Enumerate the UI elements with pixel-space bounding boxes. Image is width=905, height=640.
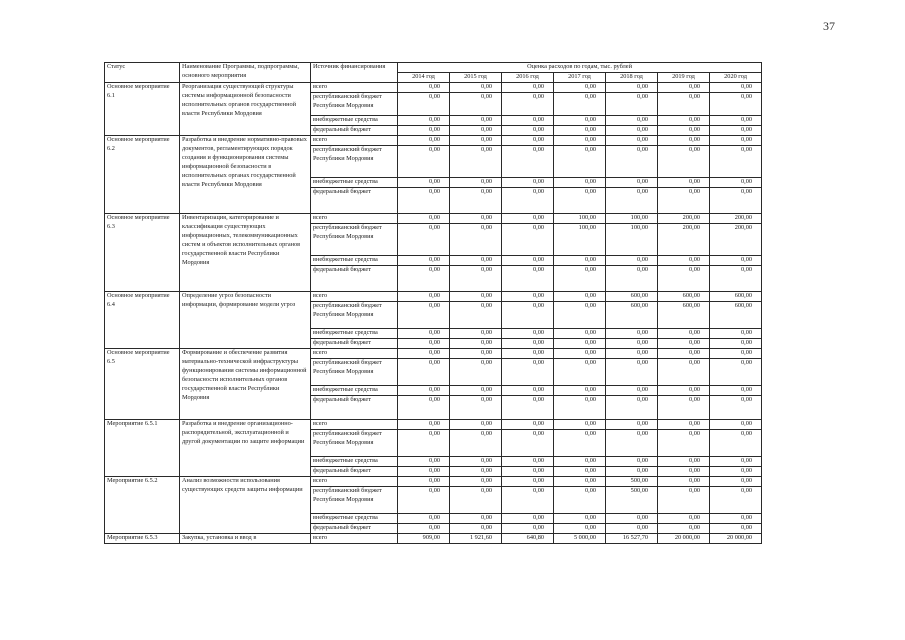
amount-cell: 0,00: [502, 385, 554, 395]
amount-cell: 0,00: [450, 177, 502, 187]
amount-cell: 0,00: [450, 358, 502, 385]
header-year: 2019 год: [658, 72, 710, 82]
measure-name-cell: Инвентаризация, категорирование и классификация существующих информационных, телекоммуникационных систем и объектов исполнительных органов государственной власти Республики Мордовия: [180, 213, 311, 291]
amount-cell: 0,00: [502, 125, 554, 135]
funding-source-cell: республиканский бюджет Республики Мордовия: [311, 486, 398, 513]
funding-source-cell: внебюджетные средства: [311, 456, 398, 466]
amount-cell: 0,00: [554, 395, 606, 419]
funding-source-cell: республиканский бюджет Республики Мордовия: [311, 429, 398, 456]
funding-source-cell: республиканский бюджет Республики Мордовия: [311, 358, 398, 385]
status-cell: Основное мероприятие 6.5: [105, 348, 180, 419]
amount-cell: 20 000,00: [710, 533, 762, 543]
amount-cell: 0,00: [658, 456, 710, 466]
funding-source-cell: всего: [311, 82, 398, 92]
amount-cell: 0,00: [710, 486, 762, 513]
table-row: [105, 533, 762, 543]
amount-cell: 0,00: [554, 115, 606, 125]
amount-cell: 0,00: [450, 385, 502, 395]
amount-cell: 600,00: [658, 301, 710, 328]
amount-cell: 0,00: [398, 429, 450, 456]
amount-cell: 0,00: [606, 145, 658, 177]
amount-cell: 0,00: [502, 523, 554, 533]
amount-cell: 0,00: [398, 187, 450, 213]
amount-cell: 100,00: [606, 223, 658, 255]
amount-cell: 0,00: [554, 328, 606, 338]
table-row: [105, 213, 762, 223]
amount-cell: 0,00: [710, 135, 762, 145]
amount-cell: 0,00: [606, 125, 658, 135]
status-cell: Мероприятие 6.5.1: [105, 419, 180, 476]
funding-source-cell: федеральный бюджет: [311, 125, 398, 135]
amount-cell: 0,00: [554, 476, 606, 486]
amount-cell: 0,00: [502, 486, 554, 513]
amount-cell: 0,00: [450, 255, 502, 265]
amount-cell: 0,00: [398, 513, 450, 523]
amount-cell: 0,00: [658, 348, 710, 358]
amount-cell: 0,00: [502, 466, 554, 476]
measure-name-cell: Разработка и внедрение организационно-распорядительной, эксплуатационной и другой документации по защите информации: [180, 419, 311, 476]
amount-cell: 0,00: [398, 82, 450, 92]
funding-source-cell: всего: [311, 348, 398, 358]
amount-cell: 0,00: [502, 265, 554, 291]
header-year: 2015 год: [450, 72, 502, 82]
amount-cell: 0,00: [450, 523, 502, 533]
amount-cell: 0,00: [710, 115, 762, 125]
funding-source-cell: федеральный бюджет: [311, 395, 398, 419]
amount-cell: 0,00: [450, 223, 502, 255]
amount-cell: 0,00: [502, 301, 554, 328]
amount-cell: 0,00: [658, 145, 710, 177]
header-source: Источник финансирования: [311, 63, 398, 83]
amount-cell: 0,00: [658, 135, 710, 145]
status-cell: Мероприятие 6.5.3: [105, 533, 180, 543]
amount-cell: 0,00: [658, 395, 710, 419]
funding-source-cell: внебюджетные средства: [311, 328, 398, 338]
funding-source-cell: федеральный бюджет: [311, 466, 398, 476]
amount-cell: 0,00: [658, 385, 710, 395]
amount-cell: 0,00: [398, 395, 450, 419]
amount-cell: 0,00: [710, 255, 762, 265]
amount-cell: 0,00: [606, 177, 658, 187]
amount-cell: 0,00: [606, 255, 658, 265]
amount-cell: 0,00: [502, 358, 554, 385]
amount-cell: 0,00: [450, 213, 502, 223]
funding-source-cell: республиканский бюджет Республики Мордовия: [311, 145, 398, 177]
amount-cell: 0,00: [398, 125, 450, 135]
funding-source-cell: всего: [311, 419, 398, 429]
table-row: [105, 135, 762, 145]
amount-cell: 0,00: [710, 429, 762, 456]
amount-cell: 0,00: [502, 135, 554, 145]
amount-cell: 0,00: [502, 395, 554, 419]
amount-cell: 0,00: [398, 523, 450, 533]
table-row: [105, 419, 762, 429]
amount-cell: 0,00: [398, 348, 450, 358]
amount-cell: 640,80: [502, 533, 554, 543]
amount-cell: 0,00: [710, 328, 762, 338]
measure-name-cell: Разработка и внедрение нормативно-правовых документов, регламентирующих порядок создания и функционирования системы информационной безопасности в исполнительных органах государственной власти Республики Мордовия: [180, 135, 311, 213]
table-row: [105, 291, 762, 301]
header-year: 2020 год: [710, 72, 762, 82]
amount-cell: 0,00: [554, 348, 606, 358]
amount-cell: 0,00: [502, 145, 554, 177]
amount-cell: 0,00: [450, 419, 502, 429]
amount-cell: 0,00: [398, 486, 450, 513]
header-year: 2017 год: [554, 72, 606, 82]
funding-source-cell: всего: [311, 533, 398, 543]
amount-cell: 0,00: [710, 513, 762, 523]
amount-cell: 0,00: [658, 358, 710, 385]
amount-cell: 0,00: [710, 92, 762, 115]
amount-cell: 0,00: [710, 265, 762, 291]
amount-cell: 0,00: [502, 177, 554, 187]
amount-cell: 16 527,70: [606, 533, 658, 543]
amount-cell: 0,00: [450, 513, 502, 523]
amount-cell: 0,00: [398, 301, 450, 328]
amount-cell: 0,00: [398, 466, 450, 476]
amount-cell: 1 921,60: [450, 533, 502, 543]
amount-cell: 0,00: [554, 301, 606, 328]
amount-cell: 0,00: [398, 135, 450, 145]
funding-source-cell: федеральный бюджет: [311, 265, 398, 291]
amount-cell: 0,00: [554, 135, 606, 145]
amount-cell: 0,00: [502, 187, 554, 213]
amount-cell: 0,00: [554, 265, 606, 291]
table-header-row: [105, 63, 762, 73]
header-estimate: Оценка расходов по годам, тыс. рублей: [398, 63, 762, 73]
funding-source-cell: внебюджетные средства: [311, 385, 398, 395]
amount-cell: 0,00: [502, 115, 554, 125]
amount-cell: 0,00: [450, 466, 502, 476]
amount-cell: 0,00: [398, 476, 450, 486]
amount-cell: 0,00: [658, 328, 710, 338]
amount-cell: 0,00: [502, 348, 554, 358]
amount-cell: 0,00: [502, 92, 554, 115]
amount-cell: 0,00: [658, 338, 710, 348]
amount-cell: 0,00: [710, 476, 762, 486]
amount-cell: 0,00: [710, 419, 762, 429]
amount-cell: 909,00: [398, 533, 450, 543]
amount-cell: 0,00: [398, 358, 450, 385]
amount-cell: 0,00: [658, 92, 710, 115]
status-cell: Основное мероприятие 6.3: [105, 213, 180, 291]
amount-cell: 0,00: [502, 476, 554, 486]
amount-cell: 0,00: [502, 291, 554, 301]
amount-cell: 0,00: [606, 358, 658, 385]
amount-cell: 0,00: [554, 145, 606, 177]
amount-cell: 0,00: [554, 82, 606, 92]
amount-cell: 0,00: [450, 476, 502, 486]
amount-cell: 0,00: [398, 255, 450, 265]
amount-cell: 0,00: [658, 513, 710, 523]
amount-cell: 0,00: [450, 429, 502, 456]
amount-cell: 0,00: [450, 92, 502, 115]
amount-cell: 0,00: [606, 513, 658, 523]
amount-cell: 0,00: [502, 255, 554, 265]
amount-cell: 0,00: [710, 177, 762, 187]
amount-cell: 0,00: [554, 338, 606, 348]
header-name: Наименование Программы, подпрограммы, основного мероприятия: [180, 63, 311, 83]
amount-cell: 20 000,00: [658, 533, 710, 543]
amount-cell: 0,00: [398, 338, 450, 348]
amount-cell: 0,00: [554, 513, 606, 523]
amount-cell: 0,00: [554, 385, 606, 395]
amount-cell: 0,00: [450, 328, 502, 338]
funding-source-cell: федеральный бюджет: [311, 338, 398, 348]
amount-cell: 0,00: [606, 265, 658, 291]
measure-name-cell: Реорганизация существующей структуры системы информационной безопасности исполнительных органов государственной власти Республики Мордовия: [180, 82, 311, 135]
amount-cell: 0,00: [710, 125, 762, 135]
amount-cell: 0,00: [658, 419, 710, 429]
amount-cell: 0,00: [554, 486, 606, 513]
header-status: Статус: [105, 63, 180, 83]
amount-cell: 0,00: [502, 456, 554, 466]
header-year: 2018 год: [606, 72, 658, 82]
amount-cell: 0,00: [554, 429, 606, 456]
status-cell: Основное мероприятие 6.1: [105, 82, 180, 135]
amount-cell: 0,00: [398, 92, 450, 115]
status-cell: Мероприятие 6.5.2: [105, 476, 180, 533]
budget-table: [104, 62, 762, 544]
amount-cell: 0,00: [658, 476, 710, 486]
amount-cell: 0,00: [554, 255, 606, 265]
amount-cell: 0,00: [606, 135, 658, 145]
funding-source-cell: внебюджетные средства: [311, 255, 398, 265]
amount-cell: 0,00: [450, 135, 502, 145]
amount-cell: 0,00: [710, 466, 762, 476]
measure-name-cell: Анализ возможности использования существующих средств защиты информации: [180, 476, 311, 533]
funding-source-cell: всего: [311, 291, 398, 301]
amount-cell: 0,00: [606, 466, 658, 476]
amount-cell: 0,00: [502, 223, 554, 255]
amount-cell: 0,00: [398, 385, 450, 395]
amount-cell: 0,00: [450, 395, 502, 419]
amount-cell: 0,00: [398, 456, 450, 466]
amount-cell: 0,00: [502, 338, 554, 348]
amount-cell: 0,00: [606, 348, 658, 358]
amount-cell: 0,00: [398, 328, 450, 338]
header-year: 2016 год: [502, 72, 554, 82]
amount-cell: 200,00: [710, 213, 762, 223]
amount-cell: 0,00: [450, 265, 502, 291]
amount-cell: 0,00: [450, 115, 502, 125]
amount-cell: 600,00: [658, 291, 710, 301]
amount-cell: 0,00: [710, 456, 762, 466]
page-number: 37: [823, 19, 835, 33]
amount-cell: 0,00: [450, 125, 502, 135]
amount-cell: 600,00: [606, 301, 658, 328]
amount-cell: 0,00: [554, 92, 606, 115]
amount-cell: 0,00: [398, 177, 450, 187]
amount-cell: 0,00: [606, 82, 658, 92]
amount-cell: 0,00: [398, 223, 450, 255]
amount-cell: 0,00: [450, 456, 502, 466]
amount-cell: 500,00: [606, 486, 658, 513]
amount-cell: 0,00: [502, 513, 554, 523]
amount-cell: 0,00: [450, 145, 502, 177]
amount-cell: 5 000,00: [554, 533, 606, 543]
amount-cell: 0,00: [710, 338, 762, 348]
amount-cell: 0,00: [450, 301, 502, 328]
amount-cell: 0,00: [398, 213, 450, 223]
header-year: 2014 год: [398, 72, 450, 82]
amount-cell: 600,00: [606, 291, 658, 301]
amount-cell: 0,00: [502, 419, 554, 429]
funding-source-cell: всего: [311, 476, 398, 486]
table-row: [105, 476, 762, 486]
amount-cell: 0,00: [554, 291, 606, 301]
amount-cell: 0,00: [502, 429, 554, 456]
amount-cell: 0,00: [450, 291, 502, 301]
amount-cell: 0,00: [398, 145, 450, 177]
amount-cell: 0,00: [450, 82, 502, 92]
table-row: [105, 82, 762, 92]
funding-source-cell: внебюджетные средства: [311, 115, 398, 125]
amount-cell: 0,00: [658, 187, 710, 213]
amount-cell: 0,00: [398, 291, 450, 301]
funding-source-cell: внебюджетные средства: [311, 177, 398, 187]
amount-cell: 0,00: [606, 385, 658, 395]
amount-cell: 600,00: [710, 301, 762, 328]
status-cell: Основное мероприятие 6.4: [105, 291, 180, 348]
amount-cell: 100,00: [554, 223, 606, 255]
amount-cell: 0,00: [606, 419, 658, 429]
amount-cell: 0,00: [606, 328, 658, 338]
amount-cell: 0,00: [658, 82, 710, 92]
amount-cell: 0,00: [710, 348, 762, 358]
amount-cell: 0,00: [398, 265, 450, 291]
funding-source-cell: республиканский бюджет Республики Мордовия: [311, 92, 398, 115]
amount-cell: 600,00: [710, 291, 762, 301]
amount-cell: 0,00: [658, 265, 710, 291]
amount-cell: 0,00: [710, 358, 762, 385]
amount-cell: 0,00: [398, 115, 450, 125]
amount-cell: 0,00: [606, 115, 658, 125]
amount-cell: 500,00: [606, 476, 658, 486]
amount-cell: 0,00: [658, 429, 710, 456]
amount-cell: 0,00: [502, 213, 554, 223]
amount-cell: 200,00: [658, 223, 710, 255]
amount-cell: 0,00: [554, 523, 606, 533]
amount-cell: 0,00: [658, 125, 710, 135]
amount-cell: 0,00: [450, 187, 502, 213]
amount-cell: 0,00: [554, 456, 606, 466]
amount-cell: 0,00: [450, 338, 502, 348]
amount-cell: 0,00: [502, 328, 554, 338]
amount-cell: 0,00: [710, 145, 762, 177]
amount-cell: 0,00: [554, 187, 606, 213]
amount-cell: 0,00: [606, 523, 658, 533]
amount-cell: 0,00: [658, 486, 710, 513]
amount-cell: 0,00: [710, 187, 762, 213]
amount-cell: 100,00: [554, 213, 606, 223]
amount-cell: 0,00: [606, 395, 658, 419]
measure-name-cell: Определение угроз безопасности информации, формирование модели угроз: [180, 291, 311, 348]
amount-cell: 0,00: [554, 466, 606, 476]
status-cell: Основное мероприятие 6.2: [105, 135, 180, 213]
amount-cell: 0,00: [658, 177, 710, 187]
table-body: [105, 82, 762, 543]
amount-cell: 0,00: [710, 82, 762, 92]
amount-cell: 0,00: [450, 486, 502, 513]
amount-cell: 200,00: [710, 223, 762, 255]
funding-source-cell: республиканский бюджет Республики Мордовия: [311, 223, 398, 255]
amount-cell: 0,00: [658, 255, 710, 265]
amount-cell: 0,00: [606, 92, 658, 115]
amount-cell: 0,00: [710, 385, 762, 395]
measure-name-cell: Формирование и обеспечение развития материально-технической инфраструктуры функционирования системы информационной безопасности исполнительных органов государственной власти Республики Мордовия: [180, 348, 311, 419]
funding-source-cell: федеральный бюджет: [311, 187, 398, 213]
amount-cell: 0,00: [606, 338, 658, 348]
amount-cell: 0,00: [606, 187, 658, 213]
funding-source-cell: республиканский бюджет Республики Мордовия: [311, 301, 398, 328]
amount-cell: 0,00: [658, 115, 710, 125]
amount-cell: 0,00: [554, 125, 606, 135]
amount-cell: 0,00: [658, 523, 710, 533]
table-row: [105, 348, 762, 358]
amount-cell: 0,00: [554, 419, 606, 429]
amount-cell: 100,00: [606, 213, 658, 223]
funding-source-cell: федеральный бюджет: [311, 523, 398, 533]
measure-name-cell: Закупка, установка и ввод в: [180, 533, 311, 543]
amount-cell: 0,00: [710, 523, 762, 533]
amount-cell: 0,00: [502, 82, 554, 92]
amount-cell: 0,00: [554, 358, 606, 385]
amount-cell: 0,00: [658, 466, 710, 476]
funding-source-cell: внебюджетные средства: [311, 513, 398, 523]
amount-cell: 0,00: [606, 429, 658, 456]
amount-cell: 0,00: [398, 419, 450, 429]
amount-cell: 0,00: [450, 348, 502, 358]
amount-cell: 0,00: [554, 177, 606, 187]
amount-cell: 200,00: [658, 213, 710, 223]
amount-cell: 0,00: [710, 395, 762, 419]
amount-cell: 0,00: [606, 456, 658, 466]
funding-source-cell: всего: [311, 213, 398, 223]
funding-source-cell: всего: [311, 135, 398, 145]
